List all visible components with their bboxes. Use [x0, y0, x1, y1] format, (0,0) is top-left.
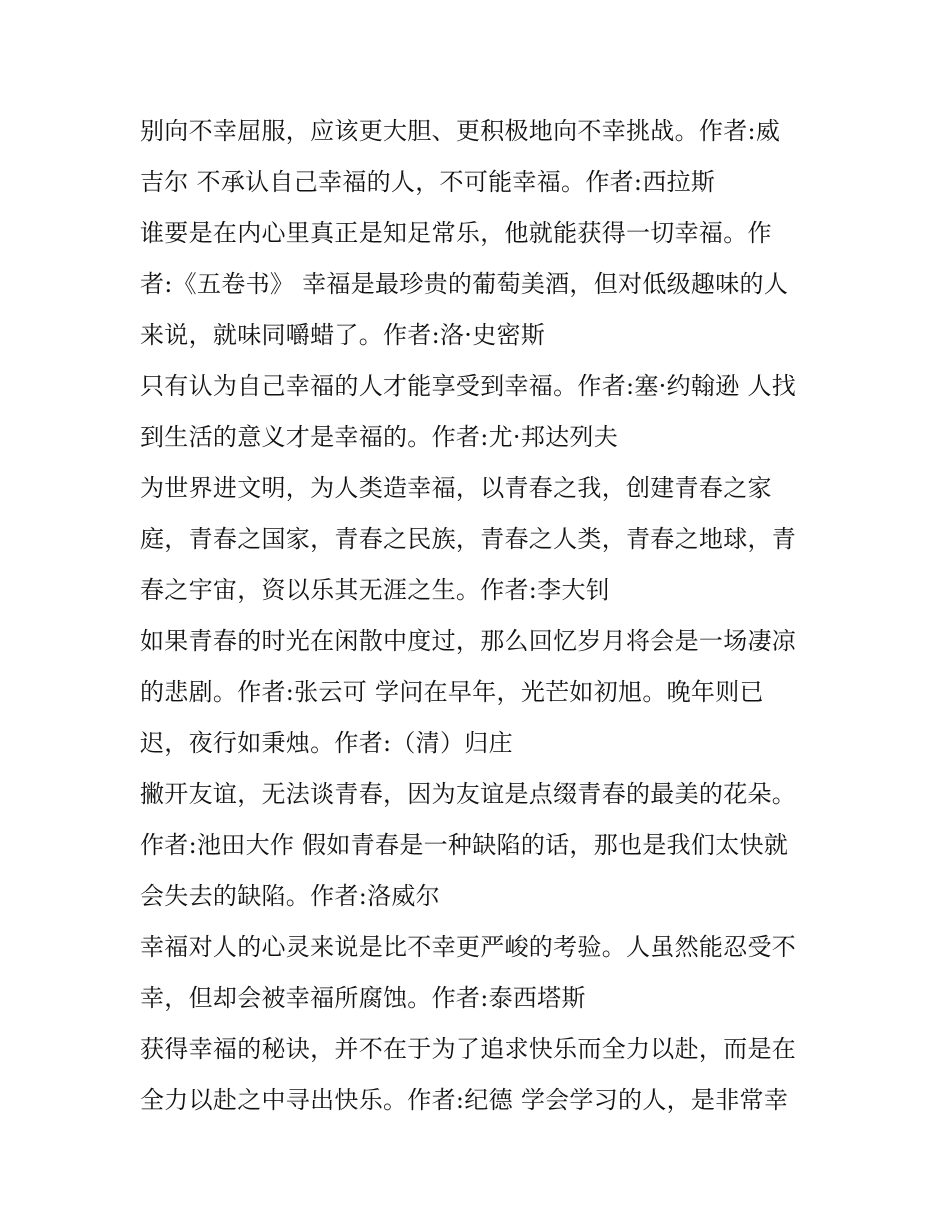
text-line: 庭，青春之国家，青春之民族，青春之人类，青春之地球，青	[140, 525, 797, 553]
text-line: 如果青春的时光在闲散中度过，那么回忆岁月将会是一场凄凉	[140, 627, 797, 655]
text-line: 别向不幸屈服，应该更大胆、更积极地向不幸挑战。作者:威	[140, 117, 781, 145]
text-line: 作者:池田大作 假如青春是一种缺陷的话，那也是我们太快就	[140, 831, 789, 859]
text-line: 获得幸福的秘诀，并不在于为了追求快乐而全力以赴，而是在	[140, 1035, 797, 1063]
text-line: 全力以赴之中寻出快乐。作者:纪德 学会学习的人，是非常幸	[140, 1086, 789, 1114]
text-line: 幸，但却会被幸福所腐蚀。作者:泰西塔斯	[140, 984, 586, 1012]
text-line: 者:《五卷书》 幸福是最珍贵的葡萄美酒，但对低级趣味的人	[140, 270, 789, 298]
text-line: 会失去的缺陷。作者:洛威尔	[140, 882, 440, 910]
text-line: 为世界进文明，为人类造幸福，以青春之我，创建青春之家	[140, 474, 772, 502]
text-line: 的悲剧。作者:张云可 学问在早年，光芒如初旭。晚年则已	[140, 678, 764, 706]
text-line: 迟，夜行如秉烛。作者:（清）归庄	[140, 729, 513, 757]
quote-text-block	[140, 106, 830, 1126]
text-line: 来说，就味同嚼蜡了。作者:洛·史密斯	[140, 321, 546, 349]
text-line: 幸福对人的心灵来说是比不幸更严峻的考验。人虽然能忍受不	[140, 933, 797, 961]
text-line: 到生活的意义才是幸福的。作者:尤·邦达列夫	[140, 423, 619, 451]
text-line: 吉尔 不承认自己幸福的人，不可能幸福。作者:西拉斯	[140, 168, 716, 196]
text-line: 撇开友谊，无法谈青春，因为友谊是点缀青春的最美的花朵。	[140, 780, 797, 808]
text-line: 谁要是在内心里真正是知足常乐，他就能获得一切幸福。作	[140, 219, 772, 247]
text-line: 春之宇宙，资以乐其无涯之生。作者:李大钊	[140, 576, 611, 604]
text-line: 只有认为自己幸福的人才能享受到幸福。作者:塞·约翰逊 人找	[140, 372, 797, 400]
